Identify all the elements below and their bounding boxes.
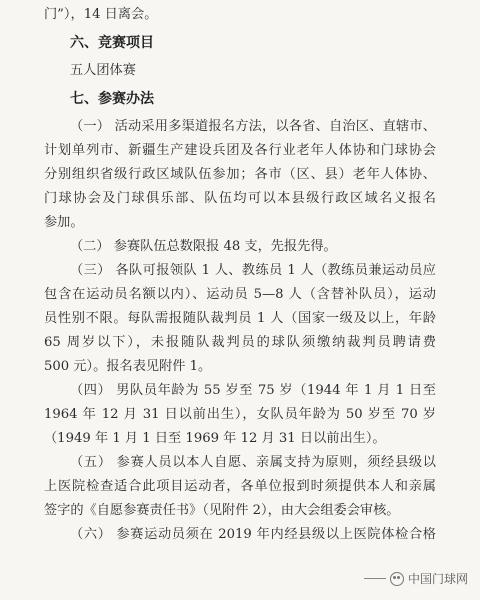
section-6-body: 五人团体赛 [70, 63, 136, 78]
paragraph-6-line: （六） 参赛运动员须在 2019 年内经县级以上医院体检合格 [70, 527, 436, 542]
paragraph-4-line: （四） 男队员年龄为 55 岁至 75 岁（1944 年 1 月 1 日至 [70, 383, 436, 398]
paragraph-4-line: 1964 年 12 月 31 日以前出生），女队员年龄为 50 岁至 70 岁 [44, 407, 436, 422]
top-line: 门”），14 日离会。 [44, 7, 158, 22]
paragraph-5-line: 签字的《自愿参赛责任书》（见附件 2），由大会组委会审核。 [44, 503, 400, 518]
paragraph-2-line: （二） 参赛队伍总数限报 48 支，先报先得。 [70, 239, 337, 254]
paragraph-3-line: 65 周岁以下），未报随队裁判员的球队须缴纳裁判员聘请费 [44, 335, 436, 350]
paragraph-1-line: 参加。 [44, 215, 84, 230]
paragraph-3-line: 包含在运动员名额以内）、运动员 5—8 人（含替补队员），运动 [44, 287, 436, 302]
paragraph-1-line: 门球协会及门球俱乐部、队伍均可以本县级行政区域名义报名 [44, 191, 436, 206]
paragraph-3-line: （三） 各队可报领队 1 人、教练员 1 人（教练员兼运动员应 [70, 263, 436, 278]
paragraph-1-line: （一） 活动采用多渠道报名方法，以各省、自治区、直辖市、 [70, 119, 436, 134]
paragraph-5-line: 上医院检查适合此项目运动者，各单位报到时须提供本人和亲属 [44, 479, 436, 494]
section-6-heading: 六、竞赛项目 [70, 35, 154, 51]
wechat-icon [390, 572, 404, 586]
paragraph-1-line: 分别组织省级行政区域队伍参加；各市（区、县）老年人体协、 [44, 167, 436, 182]
watermark [362, 569, 470, 588]
paragraph-4-line: （1949 年 1 月 1 日至 1969 年 12 月 31 日以前出生）。 [44, 431, 386, 446]
paragraph-5-line: （五） 参赛人员以本人自愿、亲属支持为原则，须经县级以 [70, 455, 436, 470]
section-7-heading: 七、参赛办法 [70, 91, 154, 107]
watermark-divider [364, 578, 386, 579]
paragraph-3-line: 员性别不限。每队需报随队裁判员 1 人（国家一级及以上，年龄 [44, 311, 436, 326]
watermark-text: 中国门球网 [407, 572, 468, 586]
paragraph-1-line: 计划单列市、新疆生产建设兵团及各行业老年人体协和门球协会 [44, 143, 436, 158]
paragraph-3-line: 500 元）。报名表见附件 1。 [44, 359, 212, 374]
